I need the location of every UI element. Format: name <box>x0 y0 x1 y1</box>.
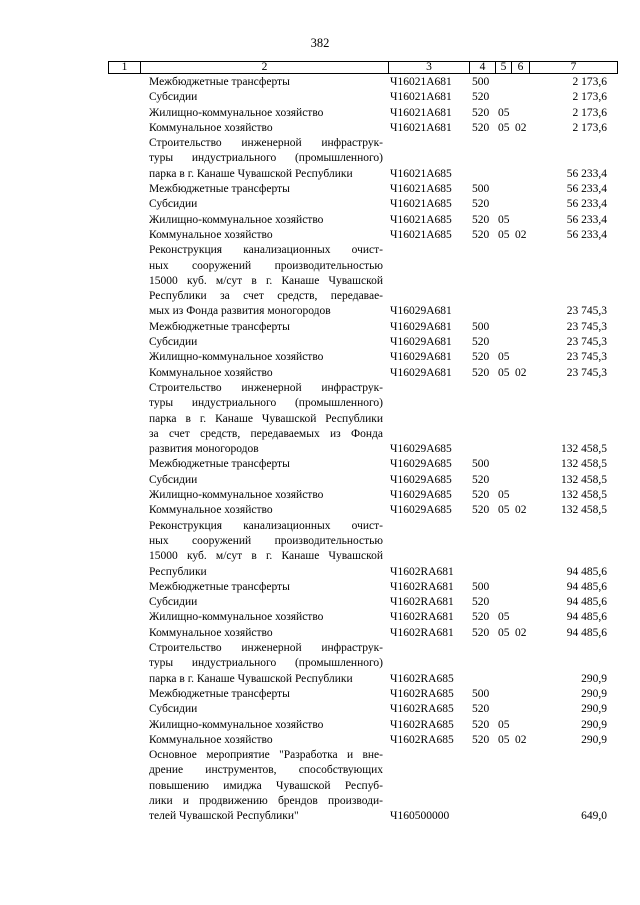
row-col-4: 520 <box>472 489 490 502</box>
row-col-4: 520 <box>472 611 490 624</box>
row-name <box>149 733 383 748</box>
row-code: Ч16029А681 <box>390 366 452 379</box>
row-col-4: 520 <box>472 504 490 517</box>
row-amount: 132 458,5 <box>561 504 607 517</box>
row-col-4: 520 <box>472 91 490 104</box>
row-code: Ч16021А681 <box>390 76 452 88</box>
row-name <box>149 106 383 121</box>
row-name-line: Строительство инженерной инфраструк- <box>149 381 383 394</box>
row-name <box>149 243 383 319</box>
row-code: Ч1602RA681 <box>390 626 454 639</box>
table-row <box>0 243 640 320</box>
row-name-line: Коммунальное хозяйство <box>149 504 273 517</box>
row-code: Ч16029А681 <box>390 305 452 318</box>
row-name-line: 15000 куб. м/сут в г. Канаше Чувашской <box>149 274 383 287</box>
row-col-4: 520 <box>472 336 490 349</box>
row-amount: 23 745,3 <box>566 351 607 364</box>
row-col-5: 05 <box>498 366 510 379</box>
row-amount: 56 233,4 <box>566 167 607 180</box>
header-col-6: 6 <box>517 61 524 73</box>
row-col-4: 520 <box>472 366 490 379</box>
table-row <box>0 748 640 825</box>
table-row <box>0 457 640 472</box>
row-code: Ч16029А681 <box>390 336 452 349</box>
row-col-4: 520 <box>472 596 490 609</box>
row-code: Ч1602RA685 <box>390 672 454 685</box>
row-code: Ч16029А685 <box>390 504 452 517</box>
row-name-line: дрение инструментов, способствующих <box>149 764 383 777</box>
header-col-7: 7 <box>570 61 577 73</box>
page-number: 382 <box>310 36 330 50</box>
table-row <box>0 350 640 365</box>
row-amount: 290,9 <box>581 672 607 685</box>
row-name-line: Межбюджетные трансферты <box>149 320 290 333</box>
row-amount: 56 233,4 <box>566 183 607 196</box>
table-row <box>0 610 640 625</box>
row-amount: 23 745,3 <box>566 305 607 318</box>
row-col-5: 05 <box>498 121 510 134</box>
row-name <box>149 641 383 687</box>
row-code: Ч16021А685 <box>390 167 452 180</box>
row-code: Ч160500000 <box>390 810 450 823</box>
row-amount: 94 485,6 <box>566 580 607 593</box>
header-col-1: 1 <box>121 61 128 73</box>
row-name <box>149 687 383 702</box>
table-row <box>0 197 640 212</box>
row-col-4: 500 <box>472 458 490 471</box>
header-col-5: 5 <box>500 61 507 73</box>
row-col-6: 02 <box>515 626 527 639</box>
row-name <box>149 702 383 717</box>
row-name-line: туры индустриального (промышленного) <box>149 152 383 165</box>
row-col-4: 520 <box>472 718 490 731</box>
row-col-5: 05 <box>498 611 510 624</box>
row-name-line: Коммунальное хозяйство <box>149 228 273 241</box>
row-name-line: за счет средств, передаваемых из Фонда <box>149 427 383 440</box>
row-code: Ч16021А685 <box>390 228 452 241</box>
row-name-line: туры индустриального (промышленного) <box>149 397 383 410</box>
row-name-line: ных сооружений производительностью <box>149 259 383 272</box>
row-amount: 23 745,3 <box>566 366 607 379</box>
row-code: Ч1602RA681 <box>390 565 454 578</box>
row-amount: 2 173,6 <box>572 121 607 134</box>
row-name-line: ных сооружений производительностью <box>149 534 383 547</box>
table-row <box>0 75 640 90</box>
row-name-line: Субсидии <box>149 91 198 104</box>
table-row <box>0 626 640 641</box>
table-row <box>0 320 640 335</box>
table-row <box>0 595 640 610</box>
row-code: Ч16021А681 <box>390 106 452 119</box>
row-amount: 132 458,5 <box>561 443 607 456</box>
header-col-3: 3 <box>426 61 432 73</box>
row-amount: 23 745,3 <box>566 320 607 333</box>
row-name-line: лики и продвижению брендов производи- <box>149 794 383 807</box>
table-row <box>0 687 640 702</box>
row-code: Ч16021А685 <box>390 213 452 226</box>
table-row <box>0 702 640 717</box>
row-col-5: 05 <box>498 733 510 746</box>
row-amount: 290,9 <box>581 718 607 731</box>
row-name-line: Коммунальное хозяйство <box>149 626 273 639</box>
row-name <box>149 748 383 824</box>
row-amount: 56 233,4 <box>566 228 607 241</box>
row-amount: 290,9 <box>581 703 607 716</box>
row-amount: 132 458,5 <box>561 489 607 502</box>
row-name-line: Межбюджетные трансферты <box>149 580 290 593</box>
row-code: Ч1602RA685 <box>390 687 454 700</box>
row-col-4: 520 <box>472 228 490 241</box>
row-col-4: 520 <box>472 106 490 119</box>
row-col-4: 500 <box>472 76 490 88</box>
row-amount: 290,9 <box>581 687 607 700</box>
table-row <box>0 335 640 350</box>
table-row <box>0 733 640 748</box>
row-col-4: 520 <box>472 121 490 134</box>
row-name-line: Межбюджетные трансферты <box>149 76 290 88</box>
table-row <box>0 366 640 381</box>
budget-table-body <box>0 75 640 825</box>
row-code: Ч16029А685 <box>390 473 452 486</box>
row-name <box>149 610 383 625</box>
row-name-line: Субсидии <box>149 703 198 716</box>
table-row <box>0 136 640 182</box>
row-name <box>149 473 383 488</box>
row-col-4: 520 <box>472 198 490 211</box>
table-header <box>108 61 618 74</box>
row-name <box>149 350 383 365</box>
row-amount: 2 173,6 <box>572 106 607 119</box>
row-col-4: 520 <box>472 626 490 639</box>
row-name-line: Межбюджетные трансферты <box>149 183 290 196</box>
row-col-6: 02 <box>515 228 527 241</box>
row-code: Ч16021А681 <box>390 121 452 134</box>
row-name-line: повышению имиджа Чувашской Респуб- <box>149 779 383 792</box>
row-amount: 56 233,4 <box>566 213 607 226</box>
row-col-5: 05 <box>498 489 510 502</box>
table-row <box>0 213 640 228</box>
row-name-line: Республики за счет средств, передавае- <box>149 290 383 303</box>
row-col-4: 500 <box>472 320 490 333</box>
row-name-line: Субсидии <box>149 473 198 486</box>
row-col-5: 05 <box>498 106 510 119</box>
row-col-5: 05 <box>498 351 510 364</box>
header-col-2: 2 <box>261 61 268 73</box>
row-name <box>149 595 383 610</box>
row-name <box>149 366 383 381</box>
row-name-line: Строительство инженерной инфраструк- <box>149 137 383 150</box>
row-name-line: Межбюджетные трансферты <box>149 458 290 471</box>
row-name-line: Коммунальное хозяйство <box>149 121 273 134</box>
row-amount: 94 485,6 <box>566 565 607 578</box>
row-name-line: Республики <box>149 565 207 578</box>
row-col-4: 500 <box>472 687 490 700</box>
row-col-4: 500 <box>472 580 490 593</box>
row-amount: 2 173,6 <box>572 91 607 104</box>
row-name <box>149 457 383 472</box>
table-row <box>0 121 640 136</box>
row-col-4: 520 <box>472 473 490 486</box>
row-name-line: 15000 куб. м/сут в г. Канаше Чувашской <box>149 550 383 563</box>
row-col-6: 02 <box>515 366 527 379</box>
row-code: Ч16029А685 <box>390 443 452 456</box>
row-code: Ч16029А681 <box>390 320 452 333</box>
row-col-5: 05 <box>498 504 510 517</box>
row-code: Ч16029А681 <box>390 351 452 364</box>
row-name-line: парка в г. Канаше Чувашской Республики <box>149 672 353 685</box>
row-col-6: 02 <box>515 733 527 746</box>
row-amount: 56 233,4 <box>566 198 607 211</box>
row-code: Ч1602RA681 <box>390 596 454 609</box>
row-amount: 2 173,6 <box>572 76 607 88</box>
row-name-line: Жилищно-коммунальное хозяйство <box>149 351 324 364</box>
row-amount: 132 458,5 <box>561 473 607 486</box>
header-col-4: 4 <box>479 61 486 73</box>
row-name-line: Субсидии <box>149 198 198 211</box>
row-code: Ч16021А685 <box>390 198 452 211</box>
row-name-line: парка в г. Канаше Чувашской Республики <box>149 167 353 180</box>
row-name <box>149 335 383 350</box>
table-row <box>0 228 640 243</box>
row-name <box>149 488 383 503</box>
row-amount: 132 458,5 <box>561 458 607 471</box>
row-name <box>149 121 383 136</box>
row-name-line: туры индустриального (промышленного) <box>149 657 383 670</box>
row-name <box>149 718 383 733</box>
row-name-line: Жилищно-коммунальное хозяйство <box>149 611 324 624</box>
table-row <box>0 641 640 687</box>
row-code: Ч16029А685 <box>390 489 452 502</box>
row-code: Ч1602RA685 <box>390 733 454 746</box>
row-col-5: 05 <box>498 228 510 241</box>
row-col-5: 05 <box>498 626 510 639</box>
row-name <box>149 197 383 212</box>
row-name <box>149 90 383 105</box>
row-col-4: 520 <box>472 733 490 746</box>
row-col-4: 520 <box>472 213 490 226</box>
row-name <box>149 136 383 182</box>
row-code: Ч16021А681 <box>390 91 452 104</box>
row-name <box>149 626 383 641</box>
row-name <box>149 228 383 243</box>
row-name-line: Жилищно-коммунальное хозяйство <box>149 106 324 119</box>
row-code: Ч16021А685 <box>390 183 452 196</box>
row-name-line: Субсидии <box>149 596 198 609</box>
row-name-line: парка в г. Канаше Чувашской Республики <box>149 412 383 425</box>
row-name-line: Коммунальное хозяйство <box>149 733 273 746</box>
row-name <box>149 381 383 457</box>
row-col-4: 500 <box>472 183 490 196</box>
row-amount: 94 485,6 <box>566 611 607 624</box>
row-name <box>149 213 383 228</box>
row-name-line: Субсидии <box>149 336 198 349</box>
table-row <box>0 580 640 595</box>
row-name-line: Жилищно-коммунальное хозяйство <box>149 718 324 731</box>
row-col-4: 520 <box>472 703 490 716</box>
row-name-line: развития моногородов <box>149 443 259 456</box>
row-col-4: 520 <box>472 351 490 364</box>
row-code: Ч1602RA685 <box>390 718 454 731</box>
row-col-5: 05 <box>498 213 510 226</box>
row-amount: 290,9 <box>581 733 607 746</box>
table-row <box>0 488 640 503</box>
row-col-6: 02 <box>515 504 527 517</box>
row-name <box>149 503 383 518</box>
row-code: Ч16029А685 <box>390 458 452 471</box>
row-name-line: Строительство инженерной инфраструк- <box>149 642 383 655</box>
row-name-line: Реконструкция канализационных очист- <box>149 519 383 532</box>
table-row <box>0 473 640 488</box>
row-name <box>149 320 383 335</box>
table-row <box>0 718 640 733</box>
row-amount: 94 485,6 <box>566 626 607 639</box>
row-name <box>149 580 383 595</box>
row-name <box>149 75 383 90</box>
table-row <box>0 503 640 518</box>
row-name-line: Основное мероприятие "Разработка и вне- <box>149 749 383 762</box>
row-code: Ч1602RA685 <box>390 703 454 716</box>
row-name-line: Коммунальное хозяйство <box>149 366 273 379</box>
row-name-line: Жилищно-коммунальное хозяйство <box>149 489 324 502</box>
row-name <box>149 182 383 197</box>
row-name-line: телей Чувашской Республики" <box>149 810 299 823</box>
row-amount: 94 485,6 <box>566 596 607 609</box>
row-name-line: мых из Фонда развития моногородов <box>149 305 331 318</box>
table-row <box>0 519 640 580</box>
row-col-5: 05 <box>498 718 510 731</box>
table-row <box>0 182 640 197</box>
row-code: Ч1602RA681 <box>390 611 454 624</box>
row-col-6: 02 <box>515 121 527 134</box>
row-name-line: Реконструкция канализационных очист- <box>149 244 383 257</box>
table-row <box>0 90 640 105</box>
table-row <box>0 381 640 458</box>
row-name-line: Жилищно-коммунальное хозяйство <box>149 213 324 226</box>
row-code: Ч1602RA681 <box>390 580 454 593</box>
row-amount: 23 745,3 <box>566 336 607 349</box>
row-name <box>149 519 383 580</box>
row-name-line: Межбюджетные трансферты <box>149 687 290 700</box>
row-amount: 649,0 <box>581 810 607 823</box>
table-row <box>0 106 640 121</box>
